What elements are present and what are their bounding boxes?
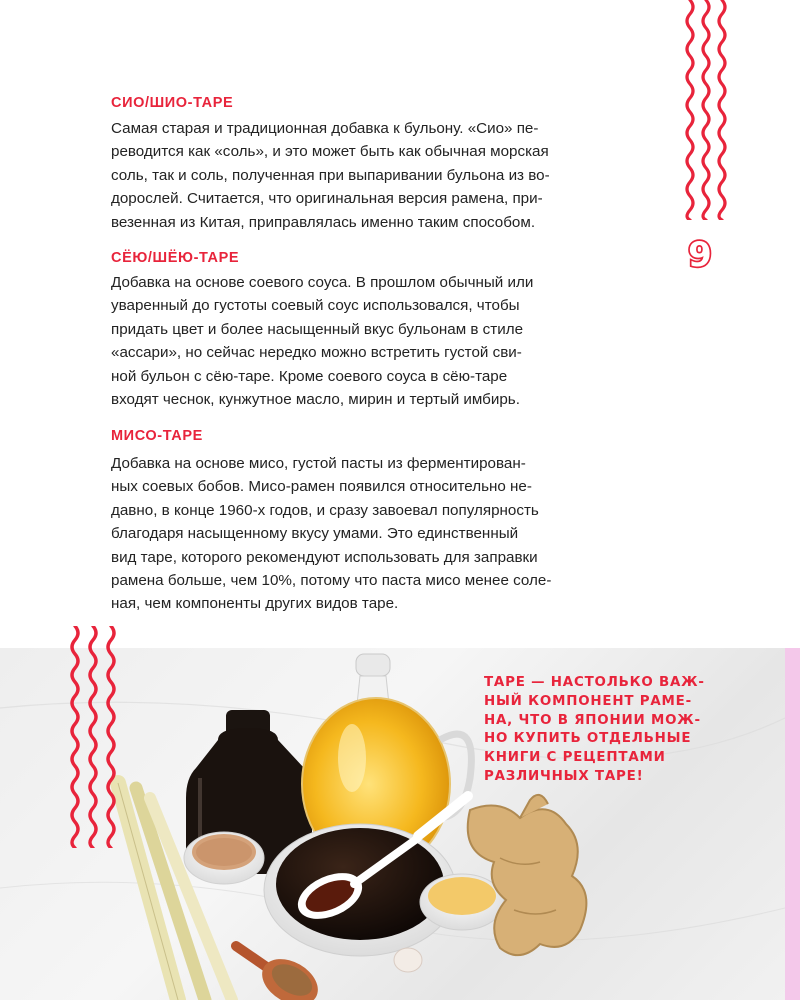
wavy-lines-left-decoration [66, 626, 122, 848]
text-line: соль, так и соль, полученная при выпаривании бульона из во- [111, 166, 550, 184]
page-number [687, 236, 713, 272]
text-line: ной бульон с сёю-таре. Кроме соевого соуса в сёю-таре [111, 367, 508, 385]
text-line: ная, чем компоненты других видов таре. [111, 595, 399, 613]
ginger-root [468, 795, 587, 955]
wavy-line-icon [719, 0, 725, 220]
text-line: уваренный до густоты соевый соус использовался, чтобы [111, 297, 520, 315]
callout-line: НО КУПИТЬ ОТДЕЛЬНЫЕ [484, 731, 692, 747]
wavy-lines-top-decoration [683, 0, 731, 220]
callout-line: РАЗЛИЧНЫХ ТАРЕ! [484, 768, 644, 784]
callout-line: НЫЙ КОМПОНЕНТ РАМЕ- [484, 693, 692, 709]
section-text-miso-tare [111, 452, 573, 616]
wavy-line-icon [703, 0, 709, 220]
text-line: Добавка на основе соевого соуса. В прошлом обычный или [111, 274, 534, 291]
garlic-clove [394, 948, 422, 972]
wavy-line-icon [72, 626, 78, 848]
page-number-text: 9 [688, 236, 712, 272]
text-line: Добавка на основе мисо, густой пасты из ферментирован- [111, 455, 526, 472]
wavy-line-icon [687, 0, 693, 220]
section-text-shoyu-tare [111, 271, 573, 411]
callout-text [484, 674, 724, 787]
text-line: дорослей. Считается, что оригинальная версия рамена, при- [111, 190, 543, 208]
callout-line: НА, ЧТО В ЯПОНИИ МОЖ- [484, 712, 701, 728]
wavy-line-icon [90, 626, 96, 848]
text-line: вид таре, которого рекомендуют использовать для заправки [111, 548, 538, 566]
honey-bowl [420, 874, 504, 930]
text-line: давно, в конце 1960-х годов, и сразу завоевал популярность [111, 501, 539, 519]
callout-line: ТАРЕ — НАСТОЛЬКО ВАЖ- [484, 675, 705, 690]
section-heading-shio-tare: СИО/ШИО-ТАРЕ [111, 95, 234, 111]
text-line: «ассари», но сейчас нередко можно встретить густой сви- [111, 344, 522, 362]
text-line: Самая старая и традиционная добавка к бульону. «Сио» пе- [111, 120, 539, 137]
text-line: придать цвет и более насыщенный вкус бульонам в стиле [111, 320, 524, 338]
section-heading-shoyu-tare: СЁЮ/ШЁЮ-ТАРЕ [111, 250, 240, 266]
text-line: ных соевых бобов. Мисо-рамен появился относительно не- [111, 478, 532, 496]
section-heading-miso-tare: МИСО-ТАРЕ [111, 428, 203, 444]
sesame-bowl [184, 832, 264, 884]
pink-side-stripe [785, 648, 800, 1000]
text-line: рамена больше, чем 10%, потому что паста мисо менее соле- [111, 572, 552, 590]
text-line: благодаря насыщенному вкусу умами. Это единственный [111, 525, 519, 543]
wooden-scoop [236, 946, 326, 1000]
text-line: реводится как «соль», и это может быть как обычная морская [111, 143, 549, 161]
wavy-line-icon [108, 626, 114, 848]
text-line: везенная из Китая, приправлялась именно таким способом. [111, 213, 536, 231]
text-line: входят чеснок, кунжутное масло, мирин и тертый имбирь. [111, 391, 520, 409]
section-text-shio-tare [111, 117, 573, 234]
callout-line: КНИГИ С РЕЦЕПТАМИ [484, 750, 666, 766]
